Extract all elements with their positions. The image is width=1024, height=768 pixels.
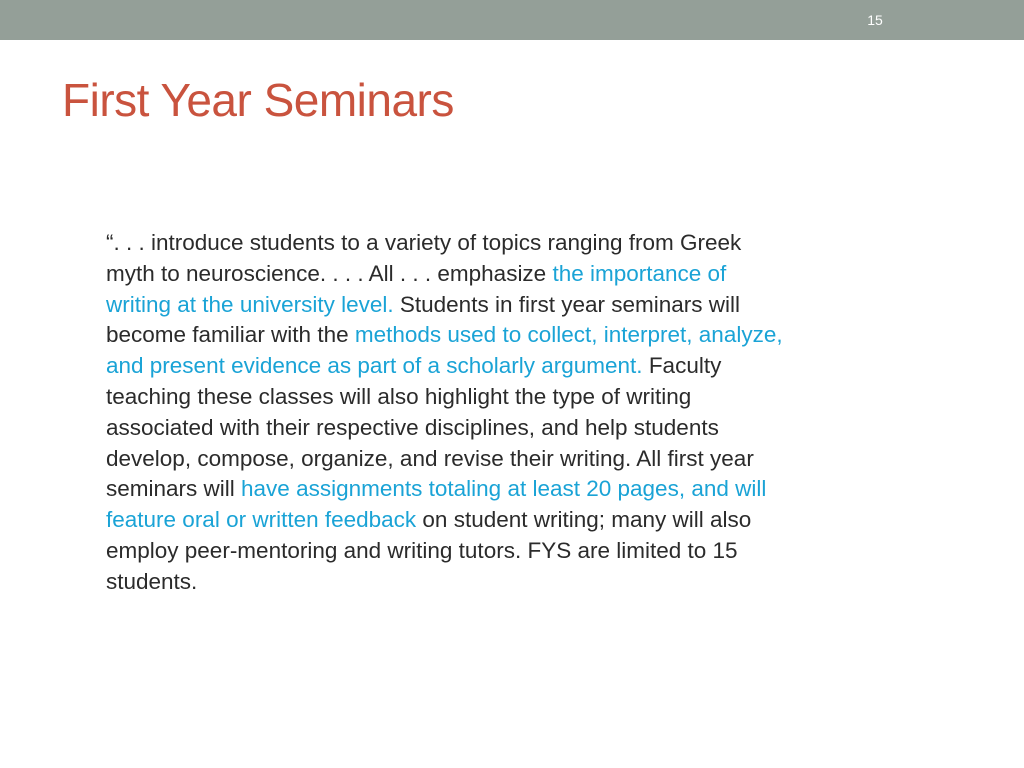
body-text-segment: Faculty [642,353,722,379]
body-line-11 [106,536,896,567]
body-line-4 [106,320,896,351]
body-text-segment: become familiar with the [106,322,355,348]
body-line-6 [106,382,896,413]
slide-title: First Year Seminars [62,74,454,126]
body-line-8 [106,444,896,475]
body-text-segment: on student writing; many will also [416,507,752,533]
body-line-1 [106,228,896,259]
body-text-segment: teaching these classes will also highlight the type of writing [106,383,692,409]
body-line-10 [106,505,896,536]
body-text-segment: “. . . introduce students to a variety of topics ranging from Greek [106,230,742,255]
body-line-7 [106,413,896,444]
body-line-3 [106,290,896,321]
highlighted-phrase: feature oral or written feedback [106,507,417,533]
highlighted-phrase: methods used to collect, interpret, analyze, [354,322,783,348]
body-text-segment: Students in first year seminars will [393,291,740,317]
body-text-segment: students. [106,568,198,594]
body-line-2 [106,259,896,290]
top-bar [0,0,1024,40]
body-line-12 [106,567,896,598]
highlighted-phrase: writing at the university level. [106,291,394,317]
body-text-segment: myth to neuroscience. . . . All . . . emphasize [106,260,553,286]
highlighted-phrase: the importance of [552,260,727,286]
highlighted-phrase: and present evidence as part of a scholarly argument. [106,353,643,379]
body-text-segment: employ peer-mentoring and writing tutors. FYS are limited to 15 [106,537,738,563]
highlighted-phrase: have assignments totaling at least 20 pages, and will [241,476,767,502]
body-text-segment: associated with their respective disciplines, and help students [106,414,719,440]
quote-body [106,228,896,598]
slide-number: 15 [867,12,883,28]
body-text-segment: seminars will [106,476,242,502]
body-line-9 [106,474,896,505]
body-line-5 [106,351,896,382]
body-text-segment: develop, compose, organize, and revise their writing. All first year [106,445,754,471]
